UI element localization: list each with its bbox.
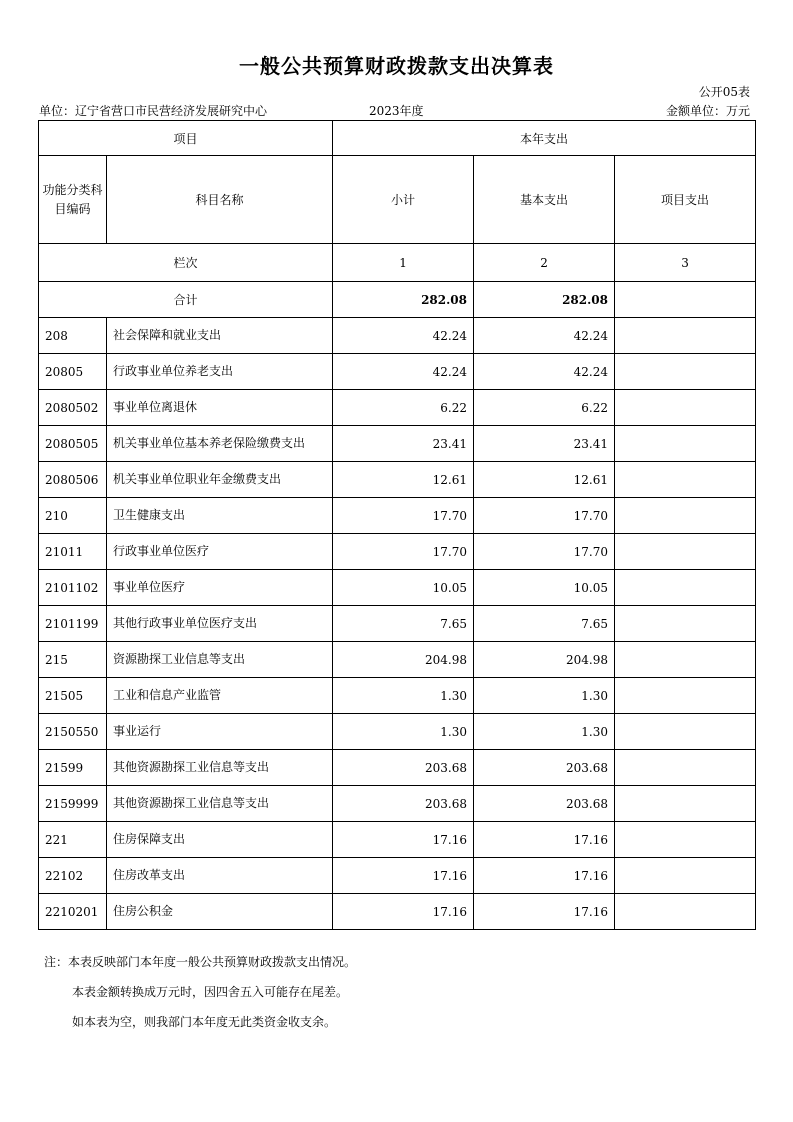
row-project	[615, 390, 756, 426]
row-subtotal: 23.41	[333, 426, 474, 462]
total-label: 合计	[39, 282, 333, 318]
table-row	[39, 462, 756, 498]
row-subject-name: 机关事业单位职业年金缴费支出	[107, 462, 333, 498]
table-row	[39, 534, 756, 570]
row-project	[615, 606, 756, 642]
row-subject-name: 事业运行	[107, 714, 333, 750]
row-code: 221	[39, 822, 107, 858]
row-subject-name: 其他行政事业单位医疗支出	[107, 606, 333, 642]
expenditure-table	[38, 120, 756, 930]
header-project: 项目	[39, 121, 333, 156]
row-project	[615, 498, 756, 534]
row-subtotal: 42.24	[333, 354, 474, 390]
row-subject-name: 其他资源勘探工业信息等支出	[107, 786, 333, 822]
row-basic: 23.41	[474, 426, 615, 462]
row-subtotal: 1.30	[333, 714, 474, 750]
header-row-2	[39, 156, 756, 244]
row-subtotal: 12.61	[333, 462, 474, 498]
row-code: 2101102	[39, 570, 107, 606]
row-subtotal: 203.68	[333, 750, 474, 786]
header-basic: 基本支出	[474, 156, 615, 244]
row-code: 2080506	[39, 462, 107, 498]
row-project	[615, 858, 756, 894]
row-code: 2210201	[39, 894, 107, 930]
table-row	[39, 786, 756, 822]
row-project	[615, 750, 756, 786]
header-subject-name: 科目名称	[107, 156, 333, 244]
table-row	[39, 714, 756, 750]
row-code: 2080505	[39, 426, 107, 462]
money-unit-label: 金额单位：万元	[665, 104, 750, 118]
header-row-1	[39, 121, 756, 156]
row-project	[615, 426, 756, 462]
row-subject-name: 社会保障和就业支出	[107, 318, 333, 354]
row-subtotal: 1.30	[333, 678, 474, 714]
total-subtotal: 282.08	[333, 282, 474, 318]
row-basic: 17.70	[474, 498, 615, 534]
total-row	[39, 282, 756, 318]
unit-label: 单位：辽宁省营口市民营经济发展研究中心	[39, 104, 268, 118]
table-row	[39, 570, 756, 606]
row-code: 2159999	[39, 786, 107, 822]
table-row	[39, 858, 756, 894]
note-line: 如本表为空，则我部门本年度无此类资金收支余。	[72, 1015, 337, 1029]
row-subtotal: 204.98	[333, 642, 474, 678]
row-basic: 42.24	[474, 318, 615, 354]
row-basic: 6.22	[474, 390, 615, 426]
note-line: 注：本表反映部门本年度一般公共预算财政拨款支出情况。	[44, 955, 357, 969]
table-row	[39, 498, 756, 534]
row-code: 2101199	[39, 606, 107, 642]
row-subtotal: 17.16	[333, 894, 474, 930]
row-subject-name: 机关事业单位基本养老保险缴费支出	[107, 426, 333, 462]
row-basic: 17.16	[474, 822, 615, 858]
row-subject-name: 住房改革支出	[107, 858, 333, 894]
row-subtotal: 17.16	[333, 822, 474, 858]
year-label: 2023年度	[369, 104, 424, 118]
row-subject-name: 工业和信息产业监管	[107, 678, 333, 714]
row-subject-name: 资源勘探工业信息等支出	[107, 642, 333, 678]
page-title: 一般公共预算财政拨款支出决算表	[239, 54, 554, 78]
row-subject-name: 行政事业单位养老支出	[107, 354, 333, 390]
row-project	[615, 786, 756, 822]
row-code: 21599	[39, 750, 107, 786]
row-subject-name: 事业单位医疗	[107, 570, 333, 606]
row-subject-name: 事业单位离退休	[107, 390, 333, 426]
table-row	[39, 426, 756, 462]
row-basic: 17.70	[474, 534, 615, 570]
row-project	[615, 570, 756, 606]
row-subject-name: 行政事业单位医疗	[107, 534, 333, 570]
row-project	[615, 354, 756, 390]
row-basic: 7.65	[474, 606, 615, 642]
row-code: 2080502	[39, 390, 107, 426]
header-col3: 3	[615, 244, 756, 282]
row-subject-name: 其他资源勘探工业信息等支出	[107, 750, 333, 786]
table-row	[39, 318, 756, 354]
row-code: 22102	[39, 858, 107, 894]
meta-line	[39, 102, 750, 118]
row-basic: 203.68	[474, 786, 615, 822]
header-func-code: 功能分类科目编码	[39, 156, 107, 244]
row-code: 210	[39, 498, 107, 534]
row-subject-name: 住房公积金	[107, 894, 333, 930]
row-project	[615, 534, 756, 570]
total-project	[615, 282, 756, 318]
table-row	[39, 606, 756, 642]
row-basic: 1.30	[474, 714, 615, 750]
row-basic: 12.61	[474, 462, 615, 498]
row-subject-name: 卫生健康支出	[107, 498, 333, 534]
form-number: 公开05表	[698, 85, 750, 99]
row-basic: 204.98	[474, 642, 615, 678]
table-row	[39, 822, 756, 858]
row-subtotal: 6.22	[333, 390, 474, 426]
row-project	[615, 642, 756, 678]
row-basic: 42.24	[474, 354, 615, 390]
row-project	[615, 894, 756, 930]
row-subtotal: 7.65	[333, 606, 474, 642]
table-row	[39, 354, 756, 390]
row-basic: 10.05	[474, 570, 615, 606]
row-subtotal: 17.70	[333, 498, 474, 534]
row-code: 215	[39, 642, 107, 678]
row-code: 21011	[39, 534, 107, 570]
table-row	[39, 642, 756, 678]
row-project	[615, 822, 756, 858]
header-column-index: 栏次	[39, 244, 333, 282]
row-project	[615, 462, 756, 498]
row-subtotal: 17.16	[333, 858, 474, 894]
row-subtotal: 17.70	[333, 534, 474, 570]
row-project	[615, 318, 756, 354]
notes	[44, 947, 356, 1037]
table-row	[39, 894, 756, 930]
row-basic: 203.68	[474, 750, 615, 786]
row-code: 20805	[39, 354, 107, 390]
header-row-index	[39, 244, 756, 282]
row-project	[615, 678, 756, 714]
row-basic: 1.30	[474, 678, 615, 714]
table-row	[39, 750, 756, 786]
row-subtotal: 203.68	[333, 786, 474, 822]
table-row	[39, 390, 756, 426]
row-code: 2150550	[39, 714, 107, 750]
header-project-exp: 项目支出	[615, 156, 756, 244]
row-code: 21505	[39, 678, 107, 714]
note-line: 本表金额转换成万元时，因四舍五入可能存在尾差。	[72, 985, 349, 999]
total-basic: 282.08	[474, 282, 615, 318]
row-code: 208	[39, 318, 107, 354]
header-col1: 1	[333, 244, 474, 282]
table-row	[39, 678, 756, 714]
row-subject-name: 住房保障支出	[107, 822, 333, 858]
row-subtotal: 10.05	[333, 570, 474, 606]
row-subtotal: 42.24	[333, 318, 474, 354]
header-col2: 2	[474, 244, 615, 282]
row-basic: 17.16	[474, 858, 615, 894]
row-basic: 17.16	[474, 894, 615, 930]
header-current-year: 本年支出	[333, 121, 756, 156]
header-subtotal: 小计	[333, 156, 474, 244]
row-project	[615, 714, 756, 750]
